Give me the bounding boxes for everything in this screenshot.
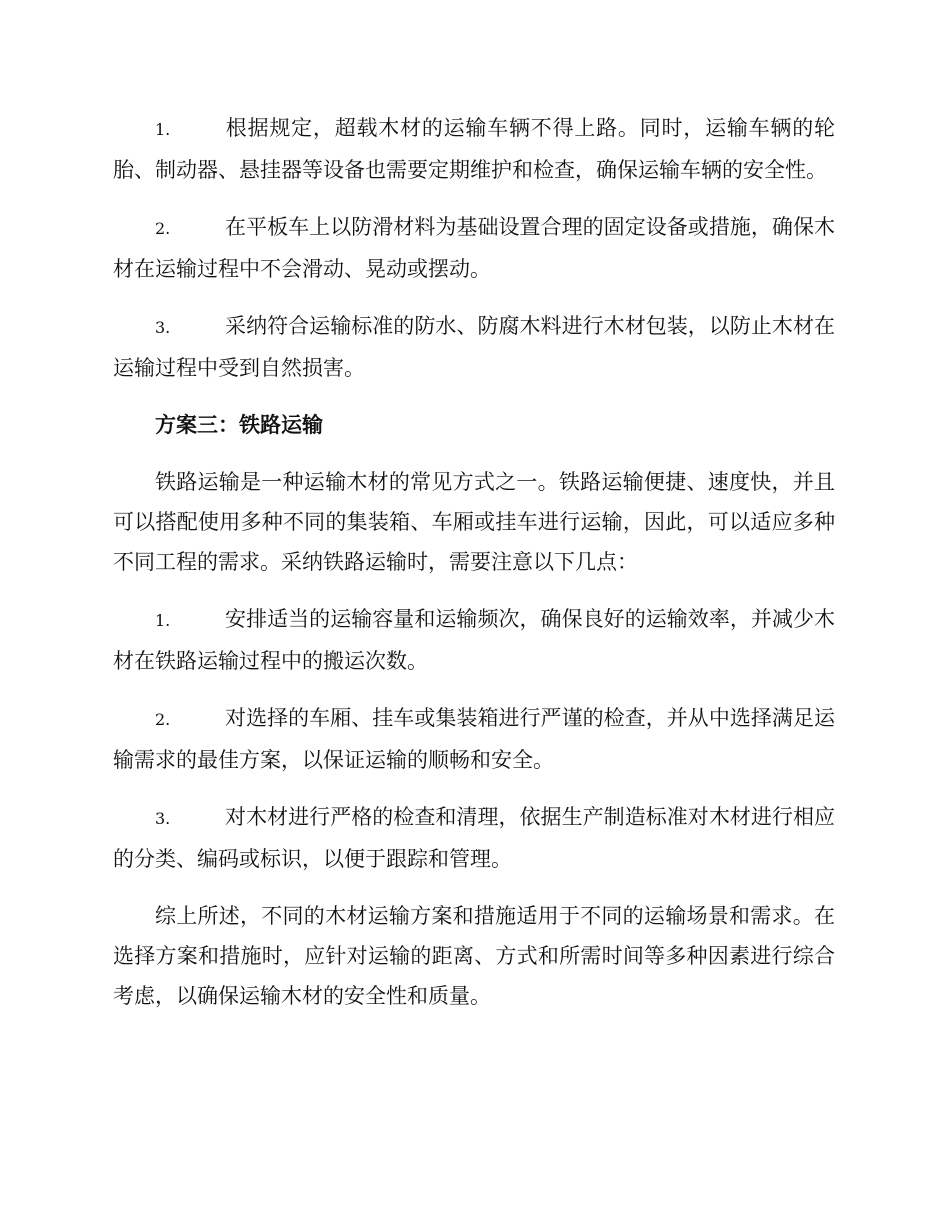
section-heading: 方案三：铁路运输 <box>155 412 323 437</box>
conclusion-paragraph: 综上所述，不同的木材运输方案和措施适用于不同的运输场景和需求。在选择方案和措施时，应针对运输的距离、方式和所需时间等多种因素进行综合考虑，以确保运输木材的安全性和质量。 <box>113 904 835 1008</box>
list-number: 2. <box>155 710 171 729</box>
intro-paragraph: 铁路运输是一种运输木材的常见方式之一。铁路运输便捷、速度快，并且可以搭配使用多种不同的集装箱、车厢或挂车进行运输，因此，可以适应多种不同工程的需求。采纳铁路运输时，需要注意以下几点： <box>113 470 835 574</box>
list-item <box>113 306 835 388</box>
list-number: 3. <box>155 809 171 828</box>
list-item <box>113 797 835 879</box>
list-item <box>113 698 835 780</box>
list-text: 对选择的车厢、挂车或集装箱进行严谨的检查，并从中选择满足运输需求的最佳方案，以保证运输的顺畅和安全。 <box>113 706 835 772</box>
list-item <box>113 207 835 289</box>
list-text: 根据规定，超载木材的运输车辆不得上路。同时，运输车辆的轮胎、制动器、悬挂器等设备也需要定期维护和检查，确保运输车辆的安全性。 <box>113 116 835 182</box>
list-number: 1. <box>155 120 171 139</box>
list-item <box>113 108 835 190</box>
list-text: 安排适当的运输容量和运输频次，确保良好的运输效率，并减少木材在铁路运输过程中的搬运次数。 <box>113 607 835 673</box>
document-page <box>113 108 835 1033</box>
list-number: 1. <box>155 611 171 630</box>
list-text: 在平板车上以防滑材料为基础设置合理的固定设备或措施，确保木材在运输过程中不会滑动、晃动或摆动。 <box>113 215 835 281</box>
list-number: 3. <box>155 318 171 337</box>
list-item <box>113 599 835 681</box>
list-number: 2. <box>155 219 171 238</box>
list-text: 采纳符合运输标准的防水、防腐木料进行木材包装，以防止木材在运输过程中受到自然损害。 <box>113 314 835 380</box>
list-text: 对木材进行严格的检查和清理，依据生产制造标准对木材进行相应的分类、编码或标识，以便于跟踪和管理。 <box>113 805 835 871</box>
